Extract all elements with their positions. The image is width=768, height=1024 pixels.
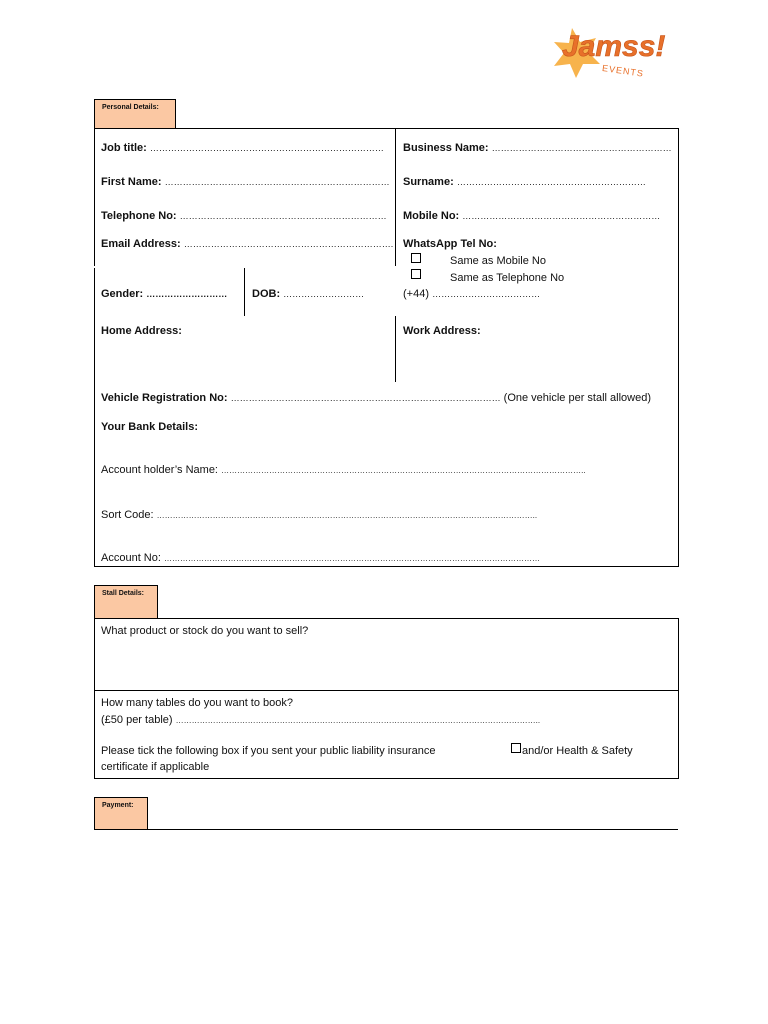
surname-dots: ……………………………………………………… — [456, 177, 646, 187]
mobile-label: Mobile No: — [403, 210, 460, 222]
jamss-events-logo — [550, 22, 670, 80]
personal-details-section — [94, 128, 679, 567]
job-title-label: Job title: — [101, 142, 147, 154]
work-address-label: Work Address: — [403, 325, 481, 337]
job-title-field[interactable] — [101, 141, 384, 155]
whatsapp-dots: ……………………………… — [432, 289, 541, 299]
vehicle-registration-note: (One vehicle per stall allowed) — [503, 392, 652, 404]
gender-dots: ……………………… — [146, 289, 228, 299]
product-question: What product or stock do you want to sell? — [101, 625, 309, 637]
stall-divider — [94, 690, 679, 691]
insurance-text-line1: Please tick the following box if you sent your public liability insurance — [101, 745, 436, 757]
business-name-label: Business Name: — [403, 142, 489, 154]
job-title-dots: …………………………………………………………………… — [149, 143, 384, 153]
sort-code-field[interactable] — [101, 508, 537, 523]
payment-tab-label: Payment: — [102, 802, 134, 809]
personal-details-tab — [94, 99, 176, 129]
tables-question: How many tables do you want to book? — [101, 697, 294, 709]
insurance-checkbox[interactable] — [511, 743, 521, 753]
account-holder-label: Account holder’s Name: — [101, 464, 218, 476]
same-as-mobile-label: Same as Mobile No — [450, 255, 546, 267]
first-name-dots: ………………………………………………………………… — [164, 177, 390, 187]
tables-field[interactable] — [101, 713, 540, 728]
column-divider-top — [395, 128, 396, 266]
surname-field[interactable] — [403, 175, 646, 189]
vehicle-registration-dots: ……………………………………………………………………………… — [230, 393, 501, 403]
column-divider-address — [395, 316, 396, 382]
surname-label: Surname: — [403, 176, 454, 188]
vehicle-registration-field[interactable] — [101, 391, 651, 405]
gender-label: Gender: — [101, 288, 144, 300]
payment-tab — [94, 797, 148, 830]
account-holder-dots: ……………………………………………………………………………………………………………………….. — [221, 466, 586, 475]
telephone-field[interactable] — [101, 209, 387, 223]
account-no-label: Account No: — [101, 552, 161, 564]
stall-details-tab-label: Stall Details: — [102, 590, 145, 597]
email-field[interactable] — [101, 237, 393, 251]
mobile-field[interactable] — [403, 209, 660, 223]
whatsapp-number-field[interactable] — [403, 287, 540, 301]
telephone-dots: …………………………………………………………… — [179, 211, 387, 221]
insurance-text-line2: certificate if applicable — [101, 761, 210, 773]
left-gap-mark — [94, 266, 95, 268]
same-as-telephone-checkbox[interactable] — [411, 269, 421, 279]
dob-dots: ……………………… — [283, 289, 365, 299]
gender-dob-divider — [244, 268, 245, 316]
whatsapp-label: WhatsApp Tel No: — [403, 238, 497, 250]
sort-code-dots: …………………………………………………………………………………………………………………………….. — [156, 511, 538, 520]
account-no-dots: …………………………………………………………………………………………………………………………… — [163, 554, 540, 563]
tables-dots: ……………………………………………………………………………………………………………………….. — [175, 716, 541, 725]
payment-line — [94, 829, 678, 830]
same-as-mobile-checkbox[interactable] — [411, 253, 421, 263]
telephone-label: Telephone No: — [101, 210, 177, 222]
first-name-label: First Name: — [101, 176, 162, 188]
vehicle-registration-label: Vehicle Registration No: — [101, 392, 228, 404]
business-name-dots: …………………………………………………… — [491, 143, 672, 153]
health-safety-label: and/or Health & Safety — [522, 745, 633, 757]
gender-field[interactable] — [101, 287, 227, 301]
email-label: Email Address: — [101, 238, 181, 250]
account-holder-field[interactable] — [101, 463, 586, 478]
same-as-telephone-label: Same as Telephone No — [450, 272, 565, 284]
logo-brand: Jamss! — [562, 30, 666, 63]
whatsapp-prefix: (+44) — [403, 288, 429, 300]
dob-field[interactable] — [252, 287, 364, 301]
sort-code-label: Sort Code: — [101, 509, 154, 521]
home-address-label: Home Address: — [101, 325, 182, 337]
personal-details-tab-label: Personal Details: — [102, 104, 159, 111]
first-name-field[interactable] — [101, 175, 390, 189]
tables-price: (£50 per table) — [101, 714, 173, 726]
account-no-field[interactable] — [101, 551, 540, 566]
dob-label: DOB: — [252, 288, 281, 300]
mobile-dots: ………………………………………………………… — [462, 211, 661, 221]
stall-details-tab — [94, 585, 158, 619]
email-dots: ……………………………………………………………. — [183, 239, 394, 249]
logo-sub: EVENTS — [601, 62, 645, 79]
bank-details-heading: Your Bank Details: — [101, 421, 198, 433]
business-name-field[interactable] — [403, 141, 672, 155]
